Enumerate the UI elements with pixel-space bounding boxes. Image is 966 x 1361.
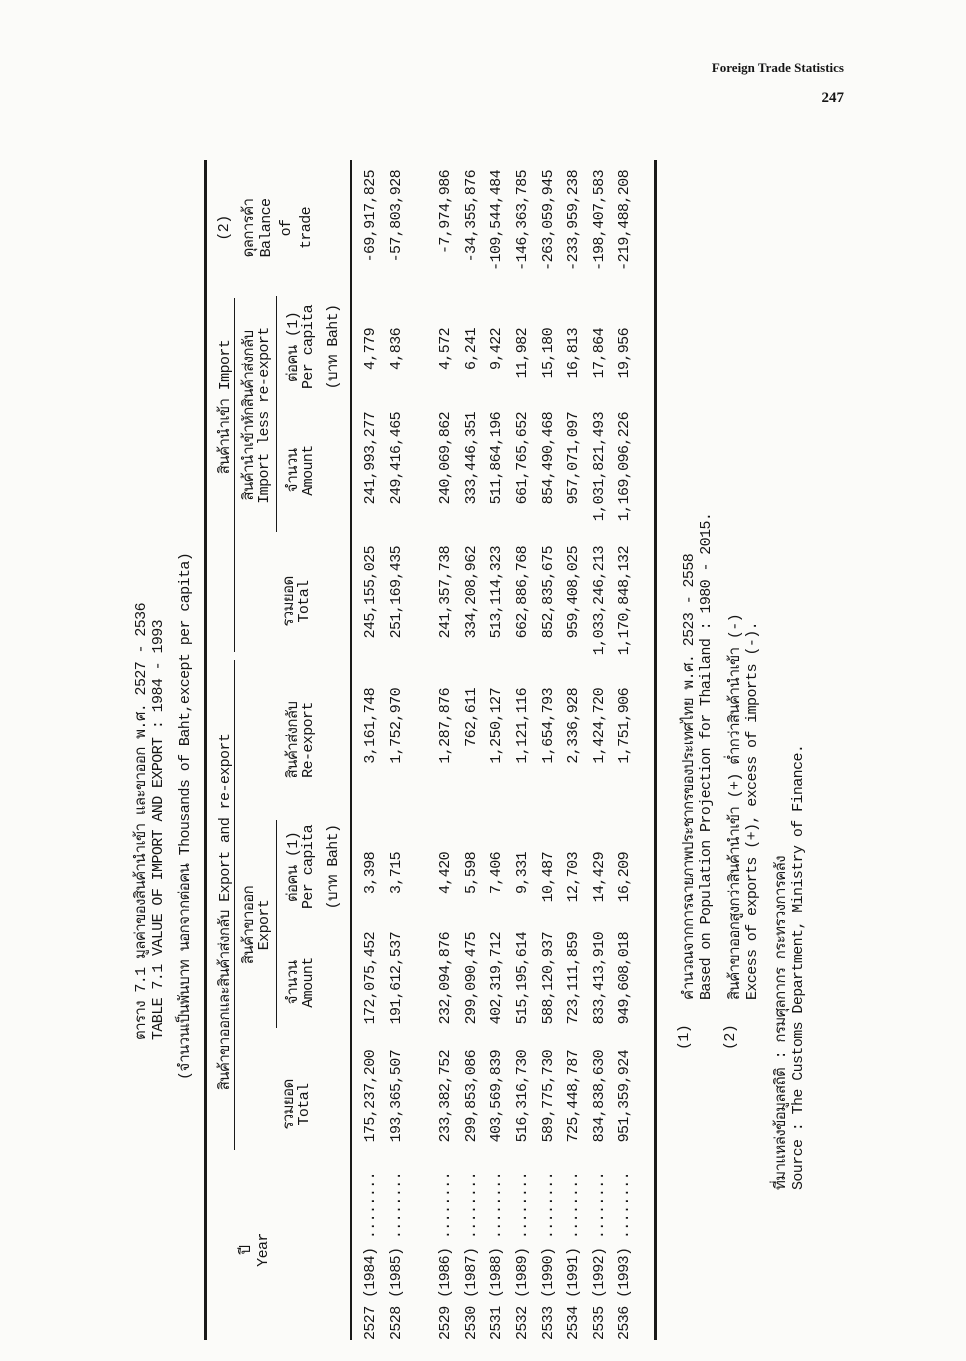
cell-imp-total: 334,208,962 <box>462 546 480 639</box>
cell-imp-percap: 15,180 <box>539 328 557 379</box>
cell-imp-amount: 1,031,821,493 <box>590 412 608 522</box>
export-amount-header-en: Amount <box>300 957 317 1008</box>
import-group-rule <box>234 298 235 652</box>
table-top-rule <box>204 160 207 1340</box>
import-sub-rule <box>276 296 277 532</box>
cell-reexport: 1,250,127 <box>488 688 506 764</box>
cell-reexport: 1,751,906 <box>616 688 634 764</box>
note-1-thai: คำนวณจากการฉายภาพประชากรของประเทศไทย พ.ศ. 2523 - 2558 <box>681 553 698 1000</box>
cell-imp-total: 852,835,675 <box>539 546 557 639</box>
cell-year: 2527 (1984) ........ <box>362 1171 379 1340</box>
import-less-header-th: สินค้านำเข้าหักสินค้าส่งกลับ <box>241 330 258 501</box>
cell-balance: -109,544,484 <box>488 170 506 271</box>
cell-imp-percap: 6,241 <box>462 328 480 371</box>
cell-imp-percap: 4,836 <box>387 328 405 371</box>
cell-balance: -263,059,945 <box>539 170 557 271</box>
cell-imp-total: 662,886,768 <box>514 546 531 639</box>
import-less-header-en: Import less re-export <box>256 327 273 504</box>
table-row <box>362 160 380 1340</box>
export-percap-header-en: Per capita <box>300 825 317 910</box>
header-bottom-rule <box>350 160 352 1340</box>
cell-exp-amount: 515,195,614 <box>514 932 531 1025</box>
cell-exp-amount: 191,612,537 <box>387 932 405 1025</box>
cell-imp-total: 1,170,848,132 <box>616 546 634 656</box>
cell-imp-amount: 854,490,468 <box>539 412 557 505</box>
note-2-thai: สินค้าขาออกสูงกว่าสินค้านำเข้า (+) ต่ำกว่าสินค้านำเข้า (-) <box>727 613 744 1000</box>
cell-exp-percap: 12,703 <box>565 852 583 903</box>
reexport-header-en: Re-export <box>300 702 317 778</box>
table-row <box>540 160 558 1340</box>
cell-exp-amount: 588,120,937 <box>539 932 557 1025</box>
cell-reexport: 3,161,748 <box>362 688 379 764</box>
export-total-header-th: รวมยอด <box>281 1079 298 1130</box>
cell-imp-amount: 957,071,097 <box>565 412 583 505</box>
import-total-header-en: Total <box>296 580 313 623</box>
export-group-header: สินค้าขาออกและสินค้าส่งกลับ Export and re-export <box>217 733 234 1091</box>
export-header-th: สินค้าขาออก <box>241 885 258 965</box>
cell-year: 2534 (1991) ........ <box>565 1171 583 1340</box>
cell-balance: -57,803,928 <box>387 170 405 263</box>
cell-imp-amount: 1,169,096,226 <box>616 412 634 522</box>
note-1-english: Based on Population Projection for Thailand : 1980 - 2015. <box>698 512 715 1000</box>
cell-reexport: 762,611 <box>462 688 480 747</box>
cell-imp-amount: 333,446,351 <box>462 412 480 505</box>
cell-exp-percap: 7,406 <box>488 852 506 895</box>
reexport-header-th: สินค้าส่งกลับ <box>285 701 302 779</box>
cell-year: 2528 (1985) ........ <box>387 1171 405 1340</box>
cell-exp-percap: 5,598 <box>462 852 480 895</box>
cell-imp-amount: 240,069,862 <box>437 412 455 505</box>
cell-reexport: 1,424,720 <box>590 688 608 764</box>
cell-imp-total: 1,033,246,213 <box>590 546 608 656</box>
cell-imp-total: 251,169,435 <box>387 546 405 639</box>
cell-reexport: 1,121,116 <box>514 688 531 764</box>
cell-imp-amount: 511,864,196 <box>488 412 506 505</box>
cell-imp-amount: 249,416,465 <box>387 412 405 505</box>
cell-exp-percap: 10,487 <box>539 852 557 903</box>
cell-year: 2529 (1986) ........ <box>437 1171 455 1340</box>
cell-year: 2530 (1987) ........ <box>462 1171 480 1340</box>
cell-balance: -34,355,876 <box>462 170 480 263</box>
source-thai: ที่มาแหล่งข้อมูลสถิติ : กรมศุลกากร กระทรวงการคลัง <box>773 856 790 1190</box>
balance-note-mark: (2) <box>216 215 233 241</box>
cell-exp-amount: 232,094,876 <box>437 932 455 1025</box>
cell-balance: -233,959,238 <box>565 170 583 271</box>
table-row <box>616 160 634 1340</box>
cell-reexport: 1,654,793 <box>539 688 557 764</box>
cell-exp-percap: 16,209 <box>616 852 634 903</box>
cell-balance: -219,488,208 <box>616 170 634 271</box>
cell-reexport: 2,336,928 <box>565 688 583 764</box>
table-row <box>591 160 609 1340</box>
balance-header-en-1: Balance <box>258 198 275 258</box>
cell-exp-total: 725,448,787 <box>565 1050 583 1143</box>
cell-balance: -7,974,986 <box>437 170 455 255</box>
table-row <box>565 160 583 1340</box>
table-bottom-rule <box>654 160 657 1340</box>
cell-exp-percap: 4,420 <box>437 852 455 895</box>
cell-year: 2535 (1992) ........ <box>590 1171 608 1340</box>
export-sub-rule <box>276 820 277 1028</box>
cell-reexport: 1,752,970 <box>387 688 405 764</box>
cell-imp-percap: 11,982 <box>514 328 531 379</box>
cell-imp-total: 241,357,738 <box>437 546 455 639</box>
cell-exp-total: 175,237,200 <box>362 1050 379 1143</box>
cell-exp-amount: 833,413,910 <box>590 932 608 1025</box>
cell-exp-total: 589,775,730 <box>539 1050 557 1143</box>
year-header-en: Year <box>255 1233 272 1267</box>
import-total-header-th: รวมยอด <box>281 576 298 627</box>
cell-imp-total: 245,155,025 <box>362 546 379 639</box>
cell-exp-total: 233,382,752 <box>437 1050 455 1143</box>
cell-exp-total: 193,365,507 <box>387 1050 405 1143</box>
cell-year: 2532 (1989) ........ <box>514 1171 531 1340</box>
title-english: TABLE 7.1 VALUE OF IMPORT AND EXPORT : 1984 - 1993 <box>150 619 167 1040</box>
import-percap-unit: (บาท Baht) <box>325 304 342 390</box>
export-amount-header-th: จำนวน <box>285 960 302 1005</box>
cell-imp-amount: 661,765,652 <box>514 412 531 505</box>
cell-exp-amount: 723,111,859 <box>565 932 583 1025</box>
unit-note: (จำนวนเป็นพันบาท นอกจากต่อคน Thousands of Baht,except per capita) <box>177 552 194 1080</box>
cell-exp-percap: 14,429 <box>590 852 608 903</box>
cell-exp-amount: 949,608,018 <box>616 932 634 1025</box>
cell-exp-amount: 299,090,475 <box>462 932 480 1025</box>
import-amount-header-th: จำนวน <box>285 448 302 493</box>
cell-imp-percap: 9,422 <box>488 328 506 371</box>
cell-imp-percap: 16,813 <box>565 328 583 379</box>
cell-balance: -198,407,583 <box>590 170 608 271</box>
import-group-header: สินค้านำเข้า Import <box>217 339 234 475</box>
table-row <box>437 160 455 1340</box>
export-total-header-en: Total <box>296 1083 313 1126</box>
note-2-mark: (2) <box>722 1024 739 1050</box>
cell-year: 2536 (1993) ........ <box>616 1171 634 1340</box>
cell-imp-total: 959,408,025 <box>565 546 583 639</box>
cell-exp-total: 951,359,924 <box>616 1050 634 1143</box>
cell-exp-amount: 172,075,452 <box>362 932 379 1025</box>
cell-imp-percap: 4,779 <box>362 328 379 371</box>
cell-imp-total: 513,114,323 <box>488 546 506 639</box>
export-percap-unit: (บาท Baht) <box>325 824 342 910</box>
table-row <box>488 160 506 1340</box>
export-header-en: Export <box>256 899 273 951</box>
export-percap-header-th: ต่อคน (1) <box>285 831 302 903</box>
source-english: Source : The Customs Department, Ministry of Finance. <box>790 744 807 1190</box>
note-1-mark: (1) <box>676 1024 693 1050</box>
import-amount-header-en: Amount <box>300 445 317 496</box>
rotated-table-page <box>118 160 818 1340</box>
cell-imp-percap: 4,572 <box>437 328 455 371</box>
cell-year: 2531 (1988) ........ <box>488 1171 506 1340</box>
table-row <box>388 160 406 1340</box>
balance-header-en-3: trade <box>298 207 315 250</box>
cell-exp-total: 516,316,730 <box>514 1050 531 1143</box>
cell-exp-amount: 402,319,712 <box>488 932 506 1025</box>
cell-imp-amount: 241,993,277 <box>362 412 379 505</box>
export-group-rule <box>234 660 235 1150</box>
balance-header-th: ดุลการค้า <box>241 198 258 258</box>
running-header: Foreign Trade Statistics <box>711 60 844 75</box>
cell-exp-total: 403,569,839 <box>488 1050 506 1143</box>
cell-imp-percap: 17,864 <box>590 328 608 379</box>
cell-balance: -146,363,785 <box>514 170 531 271</box>
cell-exp-percap: 3,398 <box>362 852 379 895</box>
cell-exp-percap: 3,715 <box>387 852 405 895</box>
table-row <box>514 160 532 1340</box>
cell-exp-percap: 9,331 <box>514 852 531 895</box>
cell-balance: -69,917,825 <box>362 170 379 263</box>
balance-header-en-2: of <box>278 219 295 237</box>
cell-reexport: 1,287,876 <box>437 688 455 764</box>
import-percap-header-en: Per capita <box>300 305 317 390</box>
table-row <box>463 160 481 1340</box>
note-2-english: Excess of exports (+), excess of imports (-). <box>744 621 761 1000</box>
cell-exp-total: 834,838,630 <box>590 1050 608 1143</box>
import-percap-header-th: ต่อคน (1) <box>285 311 302 383</box>
year-header-th: ปี <box>238 1245 255 1255</box>
cell-year: 2533 (1990) ........ <box>539 1171 557 1340</box>
title-thai: ตาราง 7.1 มูลค่าของสินค้านำเข้า และขาออก พ.ศ. 2527 - 2536 <box>133 603 150 1040</box>
page-number: 247 <box>821 90 844 106</box>
cell-exp-total: 299,853,086 <box>462 1050 480 1143</box>
cell-imp-percap: 19,956 <box>616 328 634 379</box>
